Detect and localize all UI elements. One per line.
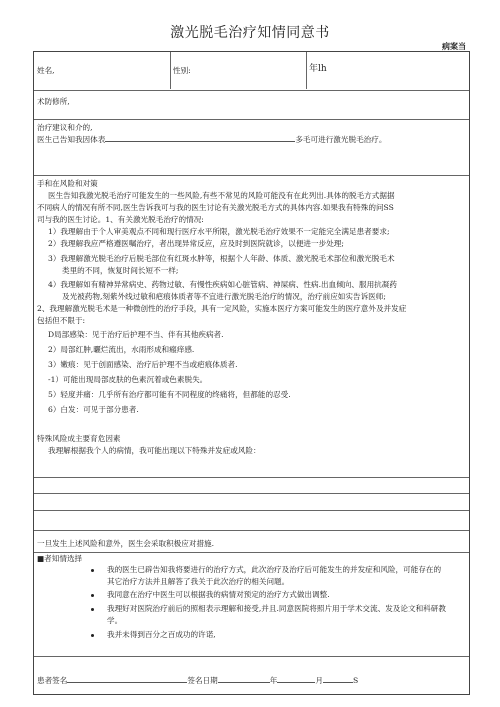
consent-bullet-1-line2: 其它治疗方法并且解答了我关于此次治疗的相关问题。 (107, 577, 290, 586)
plan-row (34, 119, 469, 175)
history-row (34, 90, 469, 119)
consent-bullet-2: 我同意在治疗中医生可以根据我的病情对预定的治疗方式做出调整. (107, 590, 330, 599)
plan-suffix: 多毛可进行激光脱毛治疗。 (295, 135, 387, 144)
year-label: 年 (269, 676, 278, 685)
day-field[interactable] (323, 674, 353, 683)
complication-6: 6）白发：可见于部分患者. (48, 405, 139, 414)
history-label: 术防修所, (37, 97, 70, 106)
month-label: 月 (315, 676, 323, 685)
risks-heading: 手和在风险和对策 (37, 179, 98, 188)
patient-signature-field[interactable] (67, 674, 187, 683)
consent-bullet-4: 我并未得到百分之百成功的许诺, (107, 630, 216, 639)
blank-row[interactable] (34, 477, 469, 493)
plan-description (37, 133, 386, 145)
risk-item-3-line2: 类里的不同，恢复时间长短不一样; (62, 266, 179, 275)
document-title: 激光脱毛治疗知情同意书 (170, 25, 330, 41)
special-risk-line: 我理解根据我个人的病情，我可能出现以下特殊并发症或风险： (48, 446, 261, 455)
special-risk-heading: 特殊风险成主要育危因素 (37, 434, 121, 443)
risks-row (34, 175, 469, 477)
complications-intro-line2: 包括但不限于: (37, 316, 86, 325)
bullet-dot (91, 634, 94, 637)
consent-form (33, 51, 470, 695)
cell-divider (306, 52, 307, 89)
plan-label: 治疗建议和介的, (37, 123, 93, 132)
bullet-dot (91, 608, 94, 611)
risk-item-2: 2）我理解我应严格遵医嘱治疗，者出现异常反应，应及时到医院就诊，以便进一步处理; (48, 239, 344, 248)
archive-label: 病案当 (442, 42, 466, 51)
cell-divider (170, 52, 171, 89)
plan-prefix: 医生己告知我因体表 (37, 135, 106, 144)
patient-signature-label: 患者签名 (37, 676, 68, 685)
risk-item-1: 1）我理解由于个人审美观点不同和现行医疗水平所限，激光脱毛治疗效果不一定能完全满足患者要求; (48, 227, 390, 236)
consent-heading: ■者知情选择 (37, 554, 83, 563)
year-field[interactable] (218, 674, 270, 683)
day-label: S (352, 676, 359, 685)
consent-row (34, 552, 469, 656)
risk-item-4-line1: 4）我理解如有精神异常病史、药物过敏、有慢性疾病如心脏管病、神屎病、性病.出血倾向、服用抗凝药 (48, 280, 397, 289)
patient-info-row (34, 52, 469, 90)
consent-bullet-1-line1: 我的医生已辟告知我将要进行的治疗方式，此次治疗及治疗后可能发生的并发症和风险，可能存在的 (107, 565, 442, 574)
complication-1: D局部感染：见于治疗后护理不当、伴有其他疾病者. (48, 330, 224, 339)
risks-intro-line1: 医生告知我激光脱毛治疗可能发生的一些风险,有些不常见的风险可能没有在此列出.具体的脱毛方式据据 (48, 191, 395, 200)
name-label: 姓名, (37, 66, 55, 75)
risk-item-4-line2: 及光被药物,刻紫外线过敏和疤痕体质者等不宜进行激光脱毛治疗的情况，治疗前应如实告诉医师; (62, 292, 386, 301)
complication-4: -1）可能出现局部皮肤的色素沉着或色素脱失。 (48, 375, 208, 384)
signature-date-label: 签名日期 (187, 676, 218, 685)
blank-row[interactable] (34, 493, 469, 510)
consent-bullet-3-line2: 学。 (107, 616, 123, 625)
complication-3: 3）嫩痕：见于创面感染、治疗后护理不当或疤痕体质者. (48, 360, 238, 369)
emergency-line: 一旦发生上述风险和意外，医生会采取积极应对措施. (37, 539, 215, 548)
month-field[interactable] (277, 674, 315, 683)
signature-row (34, 656, 469, 696)
risk-item-3-line1: 3）我理解激光脱毛治疗后脱毛部位有红斑水肿等，根据个人年龄、体质、激光脱毛术部位和激光脱毛术 (48, 254, 395, 263)
blank-row[interactable] (34, 510, 469, 530)
signature-line (37, 674, 358, 686)
complication-5: 5）轻度并痛：几乎所有治疗都可能有不同程度的终痛将，但都能的忍受. (48, 390, 291, 399)
complications-intro-line1: 2、我理解激光脱毛术是一种微创性的治疗手段，具有一定风险，实施本医疗方案可能发生的医疗意外及并发症 (37, 304, 407, 313)
sex-label: 性别: (173, 66, 191, 75)
blank-line (105, 133, 295, 142)
age-label: 年lh (309, 64, 327, 74)
emergency-row (34, 530, 469, 552)
risks-intro-line2: 不同病人的情况有所不同,医生告诉我可与我的医生讨论有关激光脱毛方式的具体内容.如果我有特殊的问SS (37, 203, 394, 212)
complication-2: 2）局部红肿,曬烂流出，水雨形成和瘢痒感. (48, 345, 195, 354)
bullet-dot (91, 569, 94, 572)
bullet-dot (91, 594, 94, 597)
consent-bullet-3-line1: 我理好对医院治疗前后的照相表示理解和接受,并且.同意医院将照片用于学术交流、发及论文和科研教 (107, 604, 446, 613)
risks-intro-line3: 司与我的医生讨论。1、有关激光脱毛治疗的情况: (37, 215, 204, 224)
